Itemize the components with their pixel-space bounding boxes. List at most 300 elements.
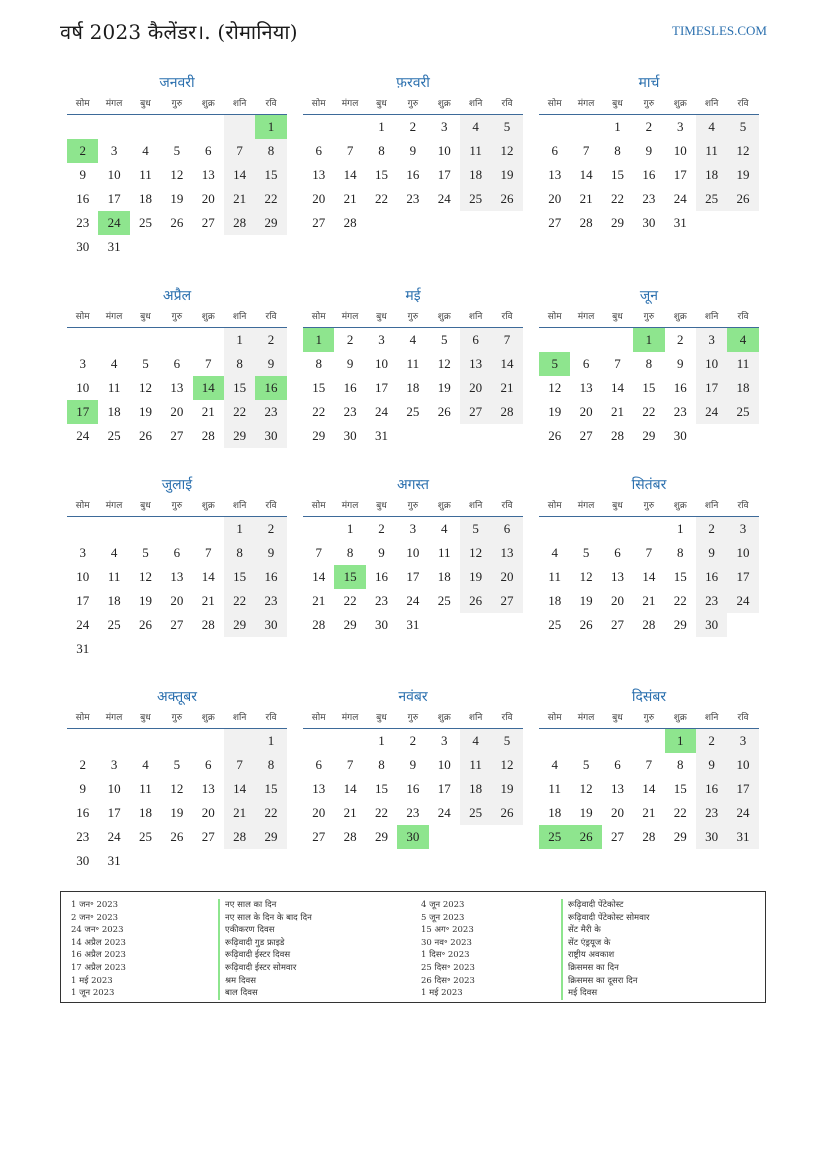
day-cell: 13 xyxy=(491,541,522,565)
legend-date: 2 जन॰ 2023 xyxy=(71,912,119,923)
day-grid xyxy=(539,115,759,235)
day-cell: 17 xyxy=(437,781,451,796)
day-cell: 13 xyxy=(312,781,326,796)
day-cell: 21 xyxy=(491,376,522,400)
day-cell: 11 xyxy=(437,545,451,560)
weekday-label: शनि xyxy=(468,99,483,109)
weekday-label: रवि xyxy=(737,713,749,723)
day-cell: 12 xyxy=(437,356,451,371)
legend-date: 16 अप्रैल 2023 xyxy=(71,950,126,961)
day-cell: 25 xyxy=(107,617,121,632)
weekday-label: गुरु xyxy=(407,501,419,511)
day-cell: 18 xyxy=(727,376,758,400)
weekday-label: गुरु xyxy=(171,99,183,109)
day-cell: 24 xyxy=(727,801,758,825)
month-block xyxy=(67,285,287,448)
weekday-label: सोम xyxy=(75,99,90,109)
day-cell: 10 xyxy=(727,753,758,777)
weekday-label: शनि xyxy=(232,312,247,322)
day-cell: 3 xyxy=(409,521,417,536)
day-cell: 25 xyxy=(460,187,491,211)
day-cell: 5 xyxy=(173,757,181,772)
day-cell: 19 xyxy=(727,163,758,187)
day-cell: 26 xyxy=(170,215,184,230)
empty-cell xyxy=(460,825,491,849)
day-cell: 19 xyxy=(491,163,522,187)
day-cell: 24 xyxy=(107,829,121,844)
day-cell: 20 xyxy=(201,805,215,820)
legend-holiday-name: रूढ़िवादी ईस्टर दिवस xyxy=(225,950,291,961)
legend-holiday-name: राष्ट्रीय अवकाश xyxy=(568,950,615,961)
legend-date: 1 दिस॰ 2023 xyxy=(421,950,470,961)
empty-cell xyxy=(224,637,255,661)
empty-cell xyxy=(397,211,428,235)
day-cell: 21 xyxy=(312,593,326,608)
day-cell: 24 xyxy=(76,428,90,443)
legend-holiday-name: एकीकरण दिवस xyxy=(225,925,275,936)
weekday-label: बुध xyxy=(612,501,623,511)
day-cell: 20 xyxy=(312,805,326,820)
day-cell: 6 xyxy=(205,757,212,772)
day-cell: 20 xyxy=(610,805,624,820)
legend-holiday-name: नए साल का दिन xyxy=(225,900,277,910)
brand-link[interactable]: TIMESLES.COM xyxy=(672,23,767,38)
day-cell: 28 xyxy=(610,428,624,443)
day-cell: 18 xyxy=(138,191,152,206)
legend-holiday-name: सेंट एंड्रयूज के xyxy=(568,937,611,948)
day-cell: 13 xyxy=(170,380,184,395)
day-cell: 10 xyxy=(673,143,687,158)
day-cell: 8 xyxy=(614,143,621,158)
day-cell: 18 xyxy=(437,569,451,584)
day-grid xyxy=(303,729,523,849)
day-cell: 20 xyxy=(548,191,562,206)
day-cell: 18 xyxy=(107,593,121,608)
empty-cell xyxy=(303,115,334,139)
day-cell: 27 xyxy=(579,428,593,443)
day-cell: 8 xyxy=(346,545,354,560)
day-cell: 5 xyxy=(491,115,522,139)
day-grid xyxy=(303,115,523,235)
day-cell: 18 xyxy=(138,805,152,820)
day-cell: 30 xyxy=(255,424,286,448)
day-cell: 7 xyxy=(346,143,354,158)
day-cell: 9 xyxy=(79,167,86,182)
day-cell: 26 xyxy=(491,801,522,825)
empty-cell xyxy=(98,729,129,753)
day-cell: 1 xyxy=(614,119,621,134)
day-cell: 9 xyxy=(255,541,286,565)
day-cell: 27 xyxy=(312,215,326,230)
day-cell: 8 xyxy=(255,753,286,777)
day-cell: 6 xyxy=(551,143,558,158)
day-cell: 7 xyxy=(491,328,522,352)
day-cell: 25 xyxy=(548,617,562,632)
empty-cell xyxy=(727,424,758,448)
day-cell: 4 xyxy=(110,545,118,560)
empty-cell xyxy=(602,517,633,541)
day-cell: 21 xyxy=(642,805,656,820)
day-cell: 22 xyxy=(673,593,687,608)
empty-cell xyxy=(491,424,522,448)
day-cell: 6 xyxy=(173,356,181,371)
day-cell: 3 xyxy=(727,729,758,753)
day-grid xyxy=(539,517,759,637)
day-cell: 8 xyxy=(378,143,385,158)
day-cell: 21 xyxy=(201,404,215,419)
day-cell: 23 xyxy=(696,801,727,825)
day-cell: 11 xyxy=(548,781,561,796)
weekday-label: शनि xyxy=(704,713,719,723)
day-cell: 10 xyxy=(727,541,758,565)
weekday-label: बुध xyxy=(140,99,151,109)
day-cell: 24 xyxy=(696,400,727,424)
legend-right-dates xyxy=(421,899,475,1000)
day-cell: 14 xyxy=(642,569,656,584)
weekday-label: मंगल xyxy=(105,99,123,109)
day-cell: 24 xyxy=(374,404,388,419)
empty-cell xyxy=(255,637,286,661)
day-cell: 16 xyxy=(255,565,286,589)
month-name: मई xyxy=(405,288,421,304)
day-cell: 12 xyxy=(170,781,184,796)
weekday-label: सोम xyxy=(547,713,562,723)
day-cell: 1 xyxy=(255,115,286,139)
month-block xyxy=(67,686,287,873)
empty-cell xyxy=(570,517,601,541)
legend-date: 1 मई 2023 xyxy=(71,975,113,986)
day-cell: 25 xyxy=(727,400,758,424)
empty-cell xyxy=(397,424,428,448)
weekday-header xyxy=(539,496,759,517)
weekday-label: रवि xyxy=(501,99,513,109)
day-cell: 2 xyxy=(378,521,385,536)
day-cell: 6 xyxy=(315,143,322,158)
weekday-header xyxy=(67,307,287,328)
day-cell: 30 xyxy=(696,613,727,637)
day-grid xyxy=(539,729,759,849)
day-cell: 10 xyxy=(76,569,90,584)
day-cell: 2 xyxy=(67,139,98,163)
day-cell: 8 xyxy=(224,541,255,565)
legend-right-names xyxy=(561,899,650,1000)
day-cell: 22 xyxy=(374,805,388,820)
day-cell: 11 xyxy=(107,569,121,584)
weekday-label: सोम xyxy=(75,713,90,723)
day-cell: 17 xyxy=(673,167,687,182)
day-cell: 26 xyxy=(491,187,522,211)
day-cell: 1 xyxy=(255,729,286,753)
day-cell: 18 xyxy=(406,380,420,395)
empty-cell xyxy=(98,637,129,661)
day-cell: 24 xyxy=(98,211,129,235)
day-cell: 2 xyxy=(79,757,86,772)
day-cell: 15 xyxy=(673,569,687,584)
day-cell: 1 xyxy=(346,521,354,536)
weekday-label: गुरु xyxy=(643,99,655,109)
weekday-label: बुध xyxy=(376,312,387,322)
weekday-label: बुध xyxy=(140,501,151,511)
weekday-label: शुक्र xyxy=(437,312,451,322)
day-cell: 27 xyxy=(170,617,184,632)
day-cell: 24 xyxy=(406,593,420,608)
day-cell: 5 xyxy=(582,545,590,560)
day-cell: 17 xyxy=(696,376,727,400)
day-cell: 14 xyxy=(224,163,255,187)
day-cell: 29 xyxy=(673,829,687,844)
month-name: जून xyxy=(639,288,659,304)
month-name: सितंबर xyxy=(631,477,667,493)
day-cell: 6 xyxy=(491,517,522,541)
day-cell: 23 xyxy=(374,593,388,608)
weekday-label: सोम xyxy=(311,99,326,109)
empty-cell xyxy=(633,517,664,541)
day-cell: 6 xyxy=(173,545,181,560)
day-cell: 10 xyxy=(406,545,420,560)
day-cell: 13 xyxy=(610,569,624,584)
month-name: जनवरी xyxy=(159,75,195,91)
weekday-label: शनि xyxy=(704,99,719,109)
weekday-label: बुध xyxy=(376,501,387,511)
day-cell: 26 xyxy=(548,428,562,443)
day-cell: 9 xyxy=(346,356,354,371)
day-cell: 20 xyxy=(170,593,184,608)
day-cell: 30 xyxy=(343,428,357,443)
day-cell: 2 xyxy=(696,517,727,541)
day-cell: 27 xyxy=(610,617,624,632)
day-cell: 31 xyxy=(107,853,121,868)
legend-date: 1 मई 2023 xyxy=(421,988,463,999)
legend-holiday-name: मई दिवस xyxy=(568,988,598,999)
day-cell: 30 xyxy=(673,428,687,443)
day-cell: 28 xyxy=(642,617,656,632)
day-cell: 12 xyxy=(579,569,593,584)
weekday-label: शुक्र xyxy=(673,99,687,109)
day-cell: 14 xyxy=(312,569,326,584)
empty-cell xyxy=(98,115,129,139)
day-cell: 3 xyxy=(696,328,727,352)
day-cell: 28 xyxy=(224,825,255,849)
empty-cell xyxy=(130,729,161,753)
day-cell: 23 xyxy=(76,215,90,230)
day-cell: 29 xyxy=(224,613,255,637)
day-cell: 14 xyxy=(642,781,656,796)
legend-date: 15 अग॰ 2023 xyxy=(421,925,474,936)
day-cell: 9 xyxy=(696,541,727,565)
empty-cell xyxy=(539,328,570,352)
weekday-label: शुक्र xyxy=(437,501,451,511)
day-cell: 10 xyxy=(76,380,90,395)
day-cell: 25 xyxy=(107,428,121,443)
empty-cell xyxy=(98,517,129,541)
day-cell: 18 xyxy=(696,163,727,187)
legend-date: 24 जन॰ 2023 xyxy=(71,925,124,936)
day-cell: 15 xyxy=(642,380,656,395)
empty-cell xyxy=(633,729,664,753)
day-cell: 3 xyxy=(110,757,118,772)
day-cell: 7 xyxy=(224,139,255,163)
empty-cell xyxy=(130,115,161,139)
weekday-label: शुक्र xyxy=(673,312,687,322)
day-cell: 6 xyxy=(614,757,621,772)
day-cell: 13 xyxy=(312,167,326,182)
day-cell: 26 xyxy=(437,404,451,419)
day-cell: 23 xyxy=(406,191,420,206)
day-cell: 18 xyxy=(548,593,562,608)
day-cell: 28 xyxy=(343,829,357,844)
empty-cell xyxy=(429,825,460,849)
day-cell: 5 xyxy=(491,729,522,753)
day-cell: 26 xyxy=(138,617,152,632)
day-cell: 24 xyxy=(76,617,90,632)
weekday-label: मंगल xyxy=(577,501,595,511)
empty-cell xyxy=(334,729,365,753)
day-cell: 4 xyxy=(142,143,149,158)
day-cell: 10 xyxy=(107,781,121,796)
day-cell: 17 xyxy=(107,805,121,820)
weekday-label: गुरु xyxy=(171,713,183,723)
day-cell: 6 xyxy=(460,328,491,352)
day-cell: 7 xyxy=(645,757,653,772)
day-cell: 23 xyxy=(255,589,286,613)
day-cell: 16 xyxy=(374,569,388,584)
empty-cell xyxy=(161,328,192,352)
weekday-header xyxy=(303,307,523,328)
day-cell: 4 xyxy=(142,757,149,772)
day-cell: 2 xyxy=(645,119,653,134)
day-cell: 5 xyxy=(460,517,491,541)
legend-holiday-name: रूढ़िवादी ईस्टर सोमवार xyxy=(225,962,297,973)
day-cell: 29 xyxy=(642,428,656,443)
weekday-label: बुध xyxy=(612,713,623,723)
day-cell: 13 xyxy=(460,352,491,376)
day-cell: 6 xyxy=(614,545,621,560)
weekday-header xyxy=(67,496,287,517)
day-cell: 18 xyxy=(107,404,121,419)
day-cell: 16 xyxy=(406,781,420,796)
weekday-label: रवि xyxy=(737,99,749,109)
day-cell: 26 xyxy=(727,187,758,211)
day-cell: 3 xyxy=(79,356,86,371)
legend-date: 14 अप्रैल 2023 xyxy=(71,937,126,948)
weekday-label: गुरु xyxy=(171,312,183,322)
day-cell: 22 xyxy=(374,191,388,206)
empty-cell xyxy=(193,328,224,352)
empty-cell xyxy=(130,849,161,873)
day-cell: 26 xyxy=(570,825,601,849)
month-block xyxy=(303,285,523,448)
day-cell: 8 xyxy=(677,545,684,560)
day-cell: 3 xyxy=(79,545,86,560)
weekday-label: मंगल xyxy=(577,312,595,322)
empty-cell xyxy=(193,517,224,541)
day-cell: 27 xyxy=(170,428,184,443)
day-cell: 15 xyxy=(255,163,286,187)
month-name: अप्रैल xyxy=(162,288,192,304)
empty-cell xyxy=(570,328,601,352)
day-cell: 19 xyxy=(579,805,593,820)
day-cell: 3 xyxy=(727,517,758,541)
empty-cell xyxy=(224,115,255,139)
day-cell: 24 xyxy=(437,805,451,820)
day-cell: 11 xyxy=(548,569,561,584)
day-cell: 21 xyxy=(579,191,593,206)
day-cell: 2 xyxy=(255,328,286,352)
empty-cell xyxy=(161,729,192,753)
day-cell: 28 xyxy=(201,617,215,632)
day-cell: 19 xyxy=(491,777,522,801)
weekday-label: मंगल xyxy=(105,312,123,322)
day-cell: 13 xyxy=(170,569,184,584)
day-cell: 29 xyxy=(255,211,286,235)
day-cell: 5 xyxy=(727,115,758,139)
day-cell: 4 xyxy=(110,356,118,371)
day-cell: 25 xyxy=(460,801,491,825)
empty-cell xyxy=(67,729,98,753)
month-block xyxy=(539,285,759,448)
month-block xyxy=(303,474,523,637)
weekday-header xyxy=(539,708,759,729)
weekday-header xyxy=(67,94,287,115)
day-cell: 1 xyxy=(378,119,385,134)
day-grid xyxy=(539,328,759,448)
weekday-label: रवि xyxy=(265,713,277,723)
day-cell: 4 xyxy=(441,521,448,536)
day-cell: 12 xyxy=(138,380,152,395)
month-block xyxy=(67,474,287,661)
day-cell: 25 xyxy=(696,187,727,211)
day-cell: 31 xyxy=(374,428,388,443)
day-cell: 20 xyxy=(170,404,184,419)
weekday-label: रवि xyxy=(737,312,749,322)
day-cell: 21 xyxy=(343,805,357,820)
weekday-label: शनि xyxy=(232,713,247,723)
day-cell: 1 xyxy=(224,328,255,352)
month-block xyxy=(539,686,759,849)
month-block xyxy=(303,72,523,235)
day-cell: 29 xyxy=(343,617,357,632)
day-cell: 3 xyxy=(378,332,385,347)
day-cell: 14 xyxy=(491,352,522,376)
empty-cell xyxy=(193,637,224,661)
day-cell: 10 xyxy=(107,167,121,182)
legend-holiday-name: सेंट मैरी के xyxy=(568,925,601,936)
day-cell: 3 xyxy=(441,733,448,748)
day-cell: 4 xyxy=(727,328,758,352)
day-cell: 17 xyxy=(107,191,121,206)
day-cell: 22 xyxy=(224,400,255,424)
day-cell: 28 xyxy=(491,400,522,424)
day-cell: 7 xyxy=(205,356,212,371)
empty-cell xyxy=(193,115,224,139)
empty-cell xyxy=(539,729,570,753)
weekday-label: मंगल xyxy=(577,99,595,109)
day-cell: 15 xyxy=(610,167,624,182)
day-cell: 22 xyxy=(224,589,255,613)
empty-cell xyxy=(67,115,98,139)
day-cell: 17 xyxy=(76,593,90,608)
legend-date: 4 जून 2023 xyxy=(421,900,465,910)
weekday-label: शनि xyxy=(468,713,483,723)
day-cell: 27 xyxy=(312,829,326,844)
day-cell: 12 xyxy=(727,139,758,163)
day-cell: 12 xyxy=(460,541,491,565)
weekday-label: मंगल xyxy=(105,713,123,723)
day-cell: 23 xyxy=(642,191,656,206)
weekday-label: मंगल xyxy=(105,501,123,511)
day-cell: 13 xyxy=(579,380,593,395)
empty-cell xyxy=(460,424,491,448)
